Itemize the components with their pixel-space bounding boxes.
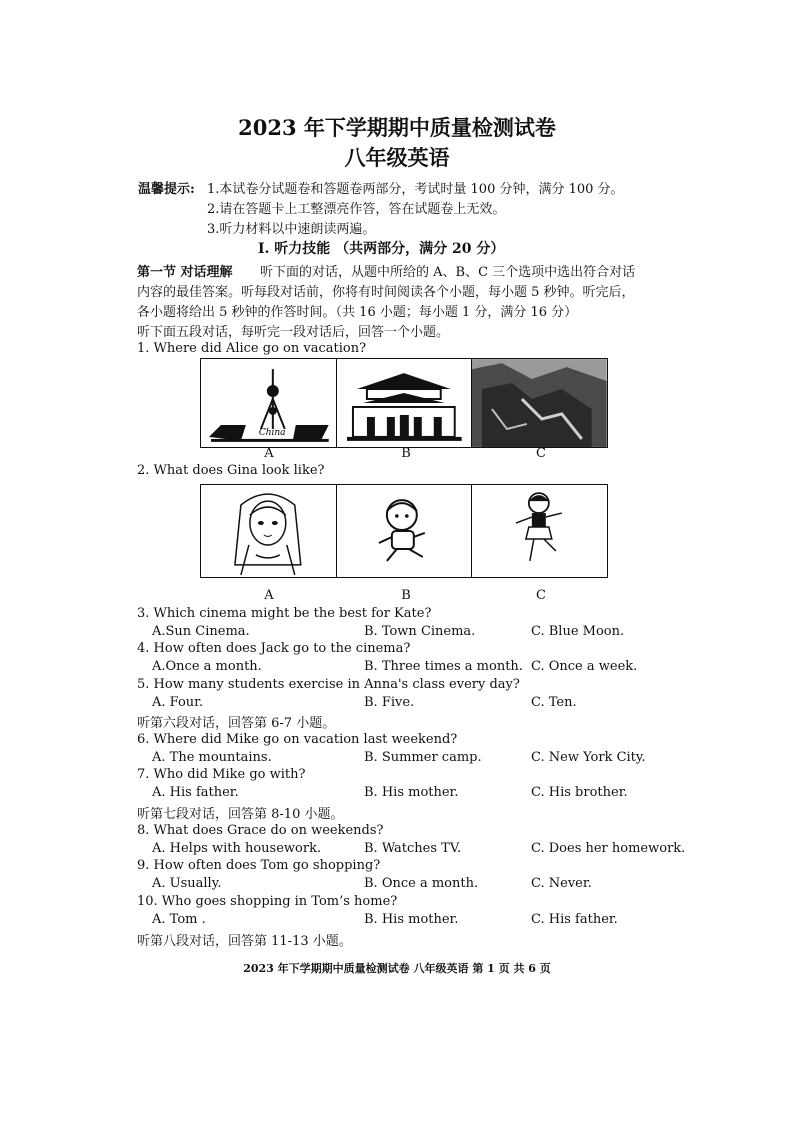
q4-option-b: B. Three times a month. [364, 659, 523, 674]
q8-option-a: A. Helps with housework. [152, 841, 322, 856]
q8-option-b: B. Watches TV. [364, 841, 462, 856]
q3-option-c: C. Blue Moon. [531, 624, 625, 639]
question-10: 10. Who goes shopping in Tom’s home? [137, 894, 398, 909]
image-a-tower [201, 359, 337, 447]
q9-option-a: A. Usually. [152, 876, 222, 891]
q10-option-c: C. His father. [531, 912, 618, 927]
q7-option-a: A. His father. [152, 785, 239, 800]
q2-label-a: A [264, 588, 274, 603]
china-caption: China [258, 427, 286, 438]
q4-option-a: A.Once a month. [152, 659, 262, 674]
image-b-boy [337, 485, 473, 577]
question-2-images [200, 484, 608, 578]
q3-option-a: A.Sun Cinema. [152, 624, 250, 639]
lead-paragraph-6: 听第六段对话，回答第 6-7 小题。 [137, 716, 336, 731]
question-8: 8. What does Grace do on weekends? [137, 823, 384, 838]
q10-option-b: B. His mother. [364, 912, 459, 927]
q1-label-a: A [264, 446, 274, 461]
q2-label-c: C [536, 588, 546, 603]
q7-option-c: C. His brother. [531, 785, 628, 800]
lead-paragraph-7: 听第七段对话，回答第 8-10 小题。 [137, 807, 344, 822]
q6-option-c: C. New York City. [531, 750, 646, 765]
exam-title: 2023 年下学期期中质量检测试卷 [238, 115, 556, 140]
notice-label: 温馨提示: [138, 182, 195, 197]
q2-label-b: B [401, 588, 411, 603]
q9-option-b: B. Once a month. [364, 876, 479, 891]
question-2: 2. What does Gina look like? [137, 463, 325, 478]
question-7: 7. Who did Mike go with? [137, 767, 306, 782]
short-hair-girl-icon [472, 485, 607, 577]
q10-option-a: A. Tom . [152, 912, 206, 927]
question-1-images [200, 358, 608, 448]
image-a-long-hair-girl [201, 485, 337, 577]
question-9: 9. How often does Tom go shopping? [137, 858, 381, 873]
exam-subtitle: 八年级英语 [344, 145, 450, 170]
question-6: 6. Where did Mike go on vacation last weekend? [137, 732, 458, 747]
notice-item-2: 2.请在答题卡上工整漂亮作答，答在试题卷上无效。 [207, 202, 506, 217]
q5-option-a: A. Four. [152, 695, 204, 710]
lead-paragraph-1: 听下面五段对话，每听完一段对话后，回答一个小题。 [137, 325, 450, 340]
q6-option-a: A. The mountains. [152, 750, 272, 765]
question-3: 3. Which cinema might be the best for Kate? [137, 606, 432, 621]
part-label: 第一节 对话理解 [137, 265, 233, 280]
q5-option-b: B. Five. [364, 695, 415, 710]
image-b-gate [337, 359, 473, 447]
q6-option-b: B. Summer camp. [364, 750, 482, 765]
notice-item-1: 1.本试卷分试题卷和答题卷两部分，考试时量 100 分钟，满分 100 分。 [207, 182, 624, 197]
running-boy-icon [337, 485, 472, 577]
q7-option-b: B. His mother. [364, 785, 459, 800]
question-5: 5. How many students exercise in Anna's class every day? [137, 677, 520, 692]
image-c-landscape [472, 359, 607, 447]
mountain-wall-icon [472, 359, 607, 447]
instructions-line-2: 内容的最佳答案。听每段对话前，你将有时间阅读各个小题，每小题 5 秒钟。听完后， [137, 285, 635, 300]
q5-option-c: C. Ten. [531, 695, 577, 710]
q3-option-b: B. Town Cinema. [364, 624, 476, 639]
q4-option-c: C. Once a week. [531, 659, 638, 674]
question-4: 4. How often does Jack go to the cinema? [137, 641, 411, 656]
question-1: 1. Where did Alice go on vacation? [137, 341, 367, 356]
q1-label-b: B [401, 446, 411, 461]
tv-tower-icon [201, 359, 336, 447]
instructions-line-3: 各小题将给出 5 秒钟的作答时间。（共 16 小题；每小题 1 分，满分 16 分） [137, 305, 578, 320]
lead-paragraph-8: 听第八段对话，回答第 11-13 小题。 [137, 934, 352, 949]
page-footer: 2023 年下学期期中质量检测试卷 八年级英语 第 1 页 共 6 页 [243, 962, 551, 975]
instructions-line-1: 听下面的对话，从题中所给的 A、B、C 三个选项中选出符合对话 [260, 265, 636, 280]
long-hair-girl-icon [201, 485, 336, 577]
section-heading: I. 听力技能 （共两部分，满分 20 分） [258, 241, 505, 257]
q1-label-c: C [536, 446, 546, 461]
tiananmen-icon [337, 359, 472, 447]
q8-option-c: C. Does her homework. [531, 841, 686, 856]
image-c-short-hair-girl [472, 485, 607, 577]
notice-item-3: 3.听力材料以中速朗读两遍。 [207, 222, 376, 237]
q9-option-c: C. Never. [531, 876, 592, 891]
